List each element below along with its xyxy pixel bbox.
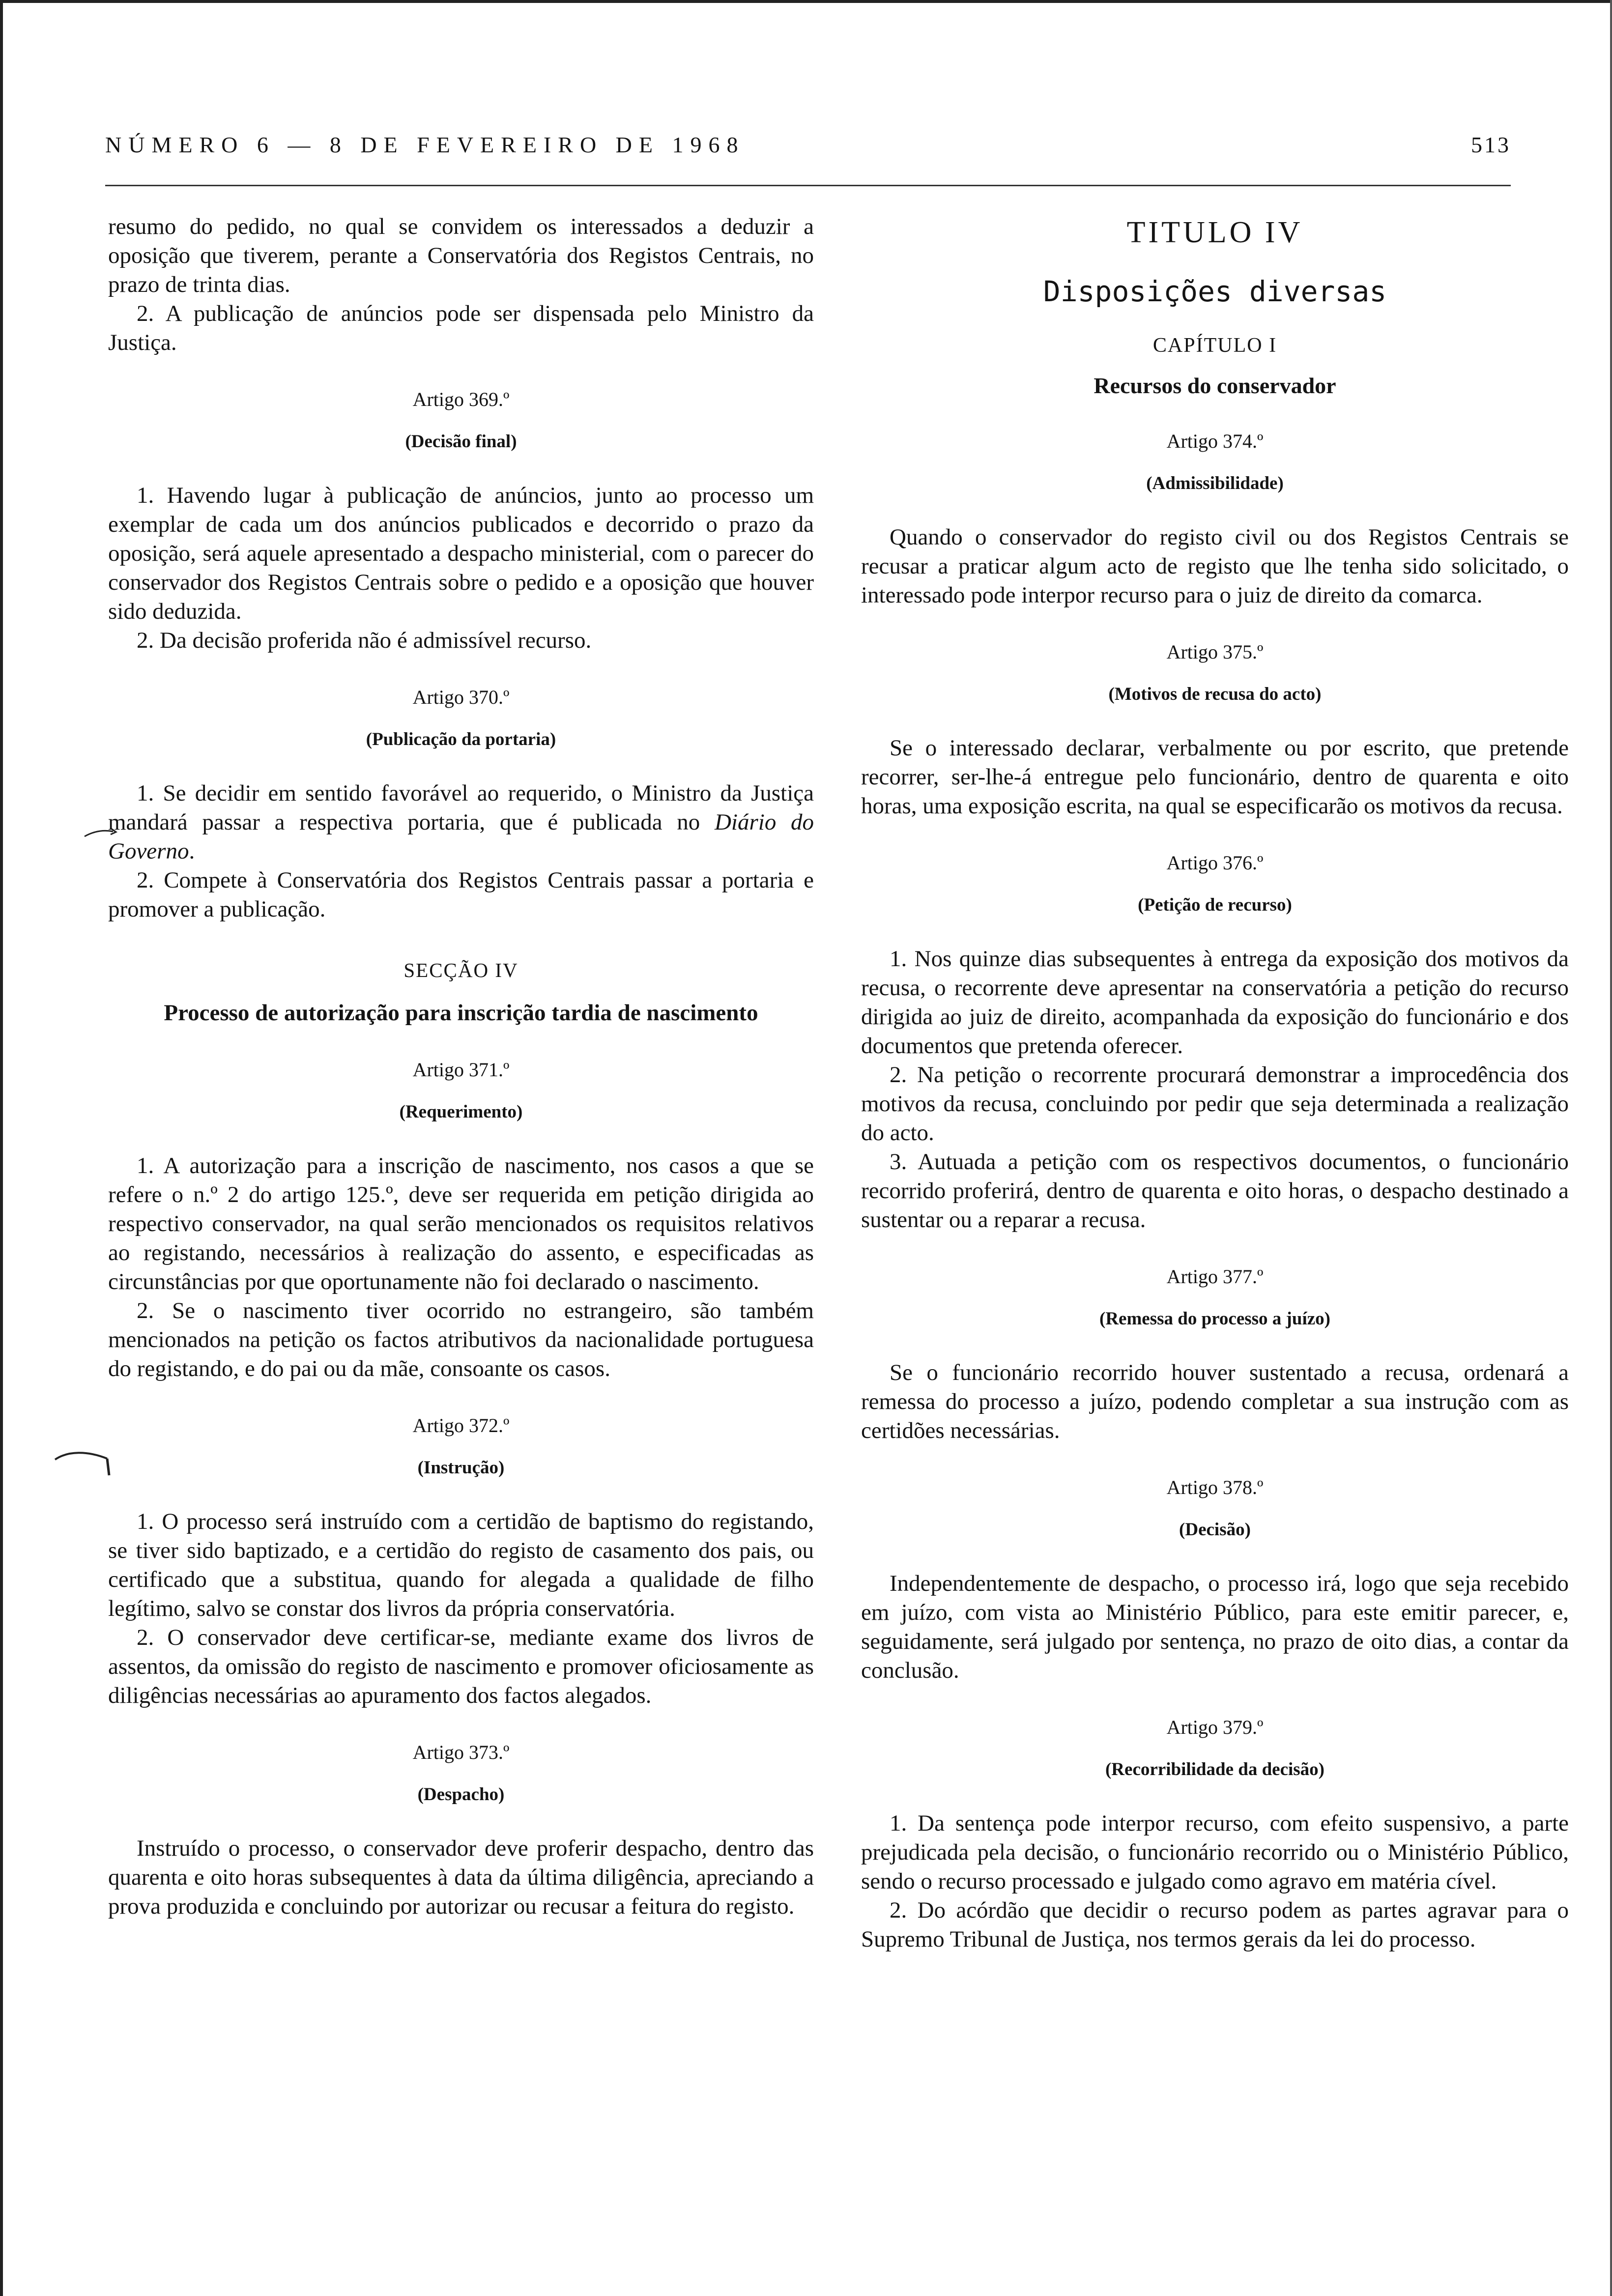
gazette-title: Diário do Governo — [108, 809, 814, 864]
article-subtitle: (Decisão) — [1179, 1520, 1251, 1540]
article-heading: Artigo 371.º — [412, 1059, 510, 1081]
article-heading: Artigo 372.º — [412, 1414, 510, 1436]
paragraph: Independentemente de despacho, o processo irá, logo que seja recebido em juízo, com vista ao Ministério Público, para este emitir parecer, e, seguidamente, será julgado por sentença, no prazo de oito dias, a contar da conclusão. — [861, 1571, 1569, 1683]
running-head — [105, 132, 1511, 171]
section-label: SECÇÃO IV — [403, 959, 518, 981]
paragraph: Se o interessado declarar, verbalmente ou por escrito, que pretende recorrer, ser-lhe-á entregue pelo funcionário, dentro de quarenta e oito horas, uma exposição escrita, na qual se especificarão os motivos da recusa. — [861, 735, 1569, 819]
article-subtitle: (Motivos de recusa do acto) — [1108, 684, 1322, 704]
paragraph: 1. Da sentença pode interpor recurso, com efeito suspensivo, a parte prejudicada pela decisão, o funcionário recorrido ou o Ministério Público, sendo o recurso processado e julgado como agravo em matéria cível. — [861, 1810, 1569, 1894]
article-subtitle: (Requerimento) — [399, 1102, 523, 1122]
section-title: Processo de autorização para inscrição tardia de nascimento — [164, 1000, 758, 1026]
article-heading: Artigo 373.º — [412, 1741, 510, 1763]
chapter-label: CAPÍTULO I — [1152, 334, 1277, 357]
title-heading: TITULO IV — [1126, 216, 1303, 249]
paragraph-text: 1. Se decidir em sentido favorável ao requerido, o Ministro da Justiça mandará passar a respectiva portaria, que é publicada no — [108, 780, 814, 835]
chapter-title: Recursos do conservador — [1094, 373, 1336, 398]
page-border-top — [0, 0, 1612, 3]
paragraph: 2. Se o nascimento tiver ocorrido no estrangeiro, são também mencionados na petição os factos atributivos da nacionalidade portuguesa do registando, e do pai ou da mãe, consoante os casos. — [108, 1298, 814, 1381]
paragraph: 1. O processo será instruído com a certidão de baptismo do registando, se tiver sido baptizado, e a certidão do registo de casamento dos pais, ou certificado que a substitua, quando for alegada a qualidade de filho legítimo, salvo se constar dos livros da própria conservatória. — [108, 1509, 814, 1621]
article-subtitle: (Petição de recurso) — [1138, 895, 1292, 915]
paragraph: 1. Nos quinze dias subsequentes à entrega da exposição dos motivos da recusa, o recorrente deve apresentar na conservatória a petição do recurso dirigida ao juiz de direito, acompanhada da exposição do funcionário e dos documentos que pretenda oferecer. — [861, 946, 1569, 1059]
article-heading: Artigo 374.º — [1166, 430, 1264, 452]
paragraph: 2. Compete à Conservatória dos Registos Centrais passar a portaria e promover a publicação. — [108, 867, 814, 922]
paragraph: 1. A autorização para a inscrição de nascimento, nos casos a que se refere o n.º 2 do artigo 125.º, deve ser requerida em petição dirigida ao respectivo conservador, na qual serão mencionados os requisitos relativos ao registando, necessários à realização do assento, e especificadas as circunstâncias por que oportunamente não foi declarado o nascimento. — [108, 1153, 814, 1294]
paragraph: 2. Da decisão proferida não é admissível recurso. — [137, 628, 592, 653]
paragraph — [108, 779, 814, 866]
paragraph: 2. Na petição o recorrente procurará demonstrar a improcedência dos motivos da recusa, concluindo por pedir que seja determinada a realização do acto. — [861, 1062, 1569, 1146]
article-subtitle: (Remessa do processo a juízo) — [1099, 1309, 1330, 1329]
article-heading: Artigo 379.º — [1166, 1716, 1264, 1738]
issue-line: NÚMERO 6 — 8 DE FEVEREIRO DE 1968 — [105, 132, 745, 157]
paragraph: Instruído o processo, o conservador deve proferir despacho, dentro das quarenta e oito horas subsequentes à data da última diligência, apreciando a prova produzida e concluindo por autorizar ou recusar a feitura do registo. — [108, 1836, 814, 1919]
paragraph: resumo do pedido, no qual se convidem os interessados a deduzir a oposição que tiverem, perante a Conservatória dos Registos Centrais, no prazo de trinta dias. — [108, 214, 814, 297]
article-heading: Artigo 377.º — [1166, 1265, 1264, 1288]
page-border-right — [1610, 0, 1612, 2296]
paragraph: 2. O conservador deve certificar-se, mediante exame dos livros de assentos, da omissão do registo de nascimento e promover oficiosamente as diligências necessárias ao apuramento dos factos alegados. — [108, 1625, 814, 1708]
paragraph-text: . — [189, 838, 195, 864]
article-subtitle: (Publicação da portaria) — [366, 729, 556, 749]
article-subtitle: (Despacho) — [417, 1784, 505, 1805]
article-heading: Artigo 376.º — [1166, 852, 1264, 874]
article-heading: Artigo 369.º — [412, 388, 510, 410]
article-subtitle: (Admissibilidade) — [1146, 473, 1284, 493]
paragraph: 2. Do acórdão que decidir o recurso podem as partes agravar para o Supremo Tribunal de Justiça, nos termos gerais da lei do processo. — [861, 1897, 1569, 1952]
right-column — [861, 212, 1569, 1954]
paragraph: 1. Havendo lugar à publicação de anúncios, junto ao processo um exemplar de cada um dos anúncios publicados e decorrido o prazo da oposição, será aquele apresentado a despacho ministerial, com o parecer do conservador dos Registos Centrais sobre o pedido e a oposição que houver sido deduzida. — [108, 483, 814, 624]
article-subtitle: (Recorribilidade da decisão) — [1105, 1759, 1324, 1779]
paragraph: 3. Autuada a petição com os respectivos documentos, o funcionário recorrido proferirá, dentro de quarenta e oito horas, o despacho destinado a sustentar ou a reparar a recusa. — [861, 1149, 1569, 1233]
page-border-left — [0, 0, 3, 2296]
title-subheading: Disposições diversas — [1043, 275, 1387, 308]
paragraph: Se o funcionário recorrido houver sustentado a recusa, ordenará a remessa do processo a juízo, podendo completar a sua instrução com as certidões necessárias. — [861, 1360, 1569, 1443]
article-heading: Artigo 378.º — [1166, 1476, 1264, 1498]
left-column — [108, 212, 814, 1921]
paragraph: 2. A publicação de anúncios pode ser dispensada pelo Ministro da Justiça. — [108, 301, 814, 355]
article-subtitle: (Instrução) — [417, 1458, 505, 1478]
header-rule — [105, 185, 1511, 186]
margin-bracket-mark — [53, 1447, 112, 1481]
article-heading: Artigo 370.º — [412, 686, 510, 708]
article-subtitle: (Decisão final) — [405, 431, 517, 452]
article-heading: Artigo 375.º — [1166, 641, 1264, 663]
page-number: 513 — [1471, 132, 1511, 157]
paragraph: Quando o conservador do registo civil ou dos Registos Centrais se recusar a praticar algum acto de registo que lhe tenha sido solicitado, o interessado pode interpor recurso para o juiz de direito da comarca. — [861, 524, 1569, 608]
